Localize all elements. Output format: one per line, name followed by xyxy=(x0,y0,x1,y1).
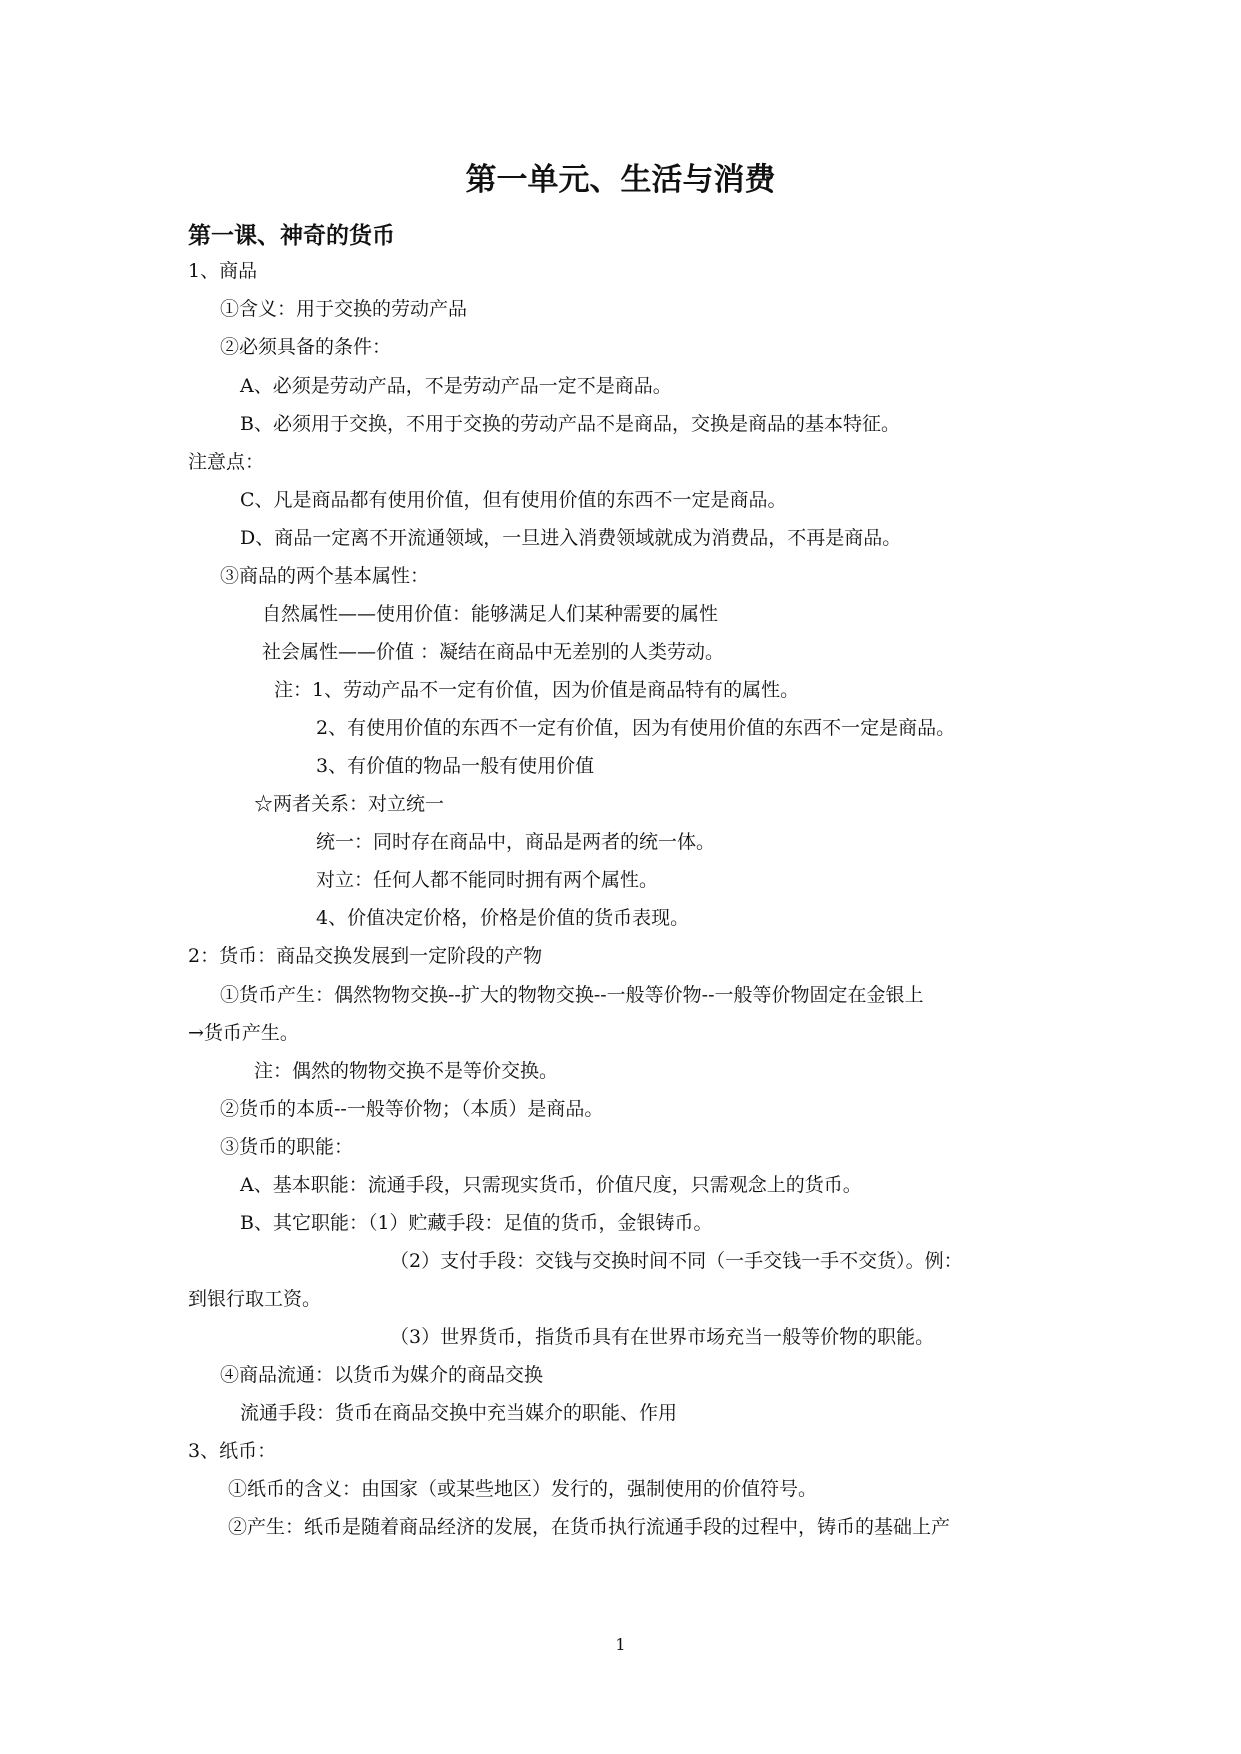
text-line: C、凡是商品都有使用价值，但有使用价值的东西不一定是商品。 xyxy=(240,489,787,511)
text-line: A、基本职能：流通手段，只需现实货币，价值尺度，只需观念上的货币。 xyxy=(240,1174,862,1196)
text-line: 3、纸币： xyxy=(188,1440,277,1462)
text-line: ☆两者关系：对立统一 xyxy=(254,793,445,815)
text-line: 流通手段：货币在商品交换中充当媒介的职能、作用 xyxy=(240,1402,678,1424)
text-line: ③货币的职能： xyxy=(220,1136,354,1158)
text-line: 对立：任何人都不能同时拥有两个属性。 xyxy=(316,869,659,891)
text-line: 自然属性——使用价值：能够满足人们某种需要的属性 xyxy=(262,603,719,625)
text-line: ②必须具备的条件： xyxy=(220,336,392,358)
text-line: ②产生：纸币是随着商品经济的发展，在货币执行流通手段的过程中，铸币的基础上产 xyxy=(228,1516,951,1538)
text-line: ④商品流通：以货币为媒介的商品交换 xyxy=(220,1364,544,1386)
text-line: 1、商品 xyxy=(188,260,258,282)
text-line: ①纸币的含义：由国家（或某些地区）发行的，强制使用的价值符号。 xyxy=(228,1478,818,1500)
page-number: 1 xyxy=(615,1635,626,1654)
text-line: ②货币的本质--一般等价物；（本质）是商品。 xyxy=(220,1098,604,1120)
text-line: B、其它职能：（1）贮藏手段：足值的货币，金银铸币。 xyxy=(240,1212,713,1234)
text-line: 统一：同时存在商品中，商品是两者的统一体。 xyxy=(316,831,716,853)
text-line: 注：1、劳动产品不一定有价值，因为价值是商品特有的属性。 xyxy=(274,679,800,701)
text-line: 社会属性——价值 ：凝结在商品中无差别的人类劳动。 xyxy=(262,641,725,663)
text-line: 到银行取工资。 xyxy=(188,1288,322,1310)
text-line: 3、有价值的物品一般有使用价值 xyxy=(316,755,595,777)
page-title: 第一单元、生活与消费 xyxy=(465,162,776,198)
text-line: 2：货币：商品交换发展到一定阶段的产物 xyxy=(188,945,543,967)
text-line: B、必须用于交换，不用于交换的劳动产品不是商品，交换是商品的基本特征。 xyxy=(240,413,900,435)
text-line: 注意点： xyxy=(188,451,265,473)
text-line: ③商品的两个基本属性： xyxy=(220,565,430,587)
text-line: A、必须是劳动产品，不是劳动产品一定不是商品。 xyxy=(240,375,672,397)
text-line: ①含义：用于交换的劳动产品 xyxy=(220,298,468,320)
text-line: →货币产生。 xyxy=(188,1022,299,1044)
text-line: （2）支付手段：交钱与交换时间不同（一手交钱一手不交货）。例： xyxy=(390,1250,963,1272)
text-line: （3）世界货币，指货币具有在世界市场充当一般等价物的职能。 xyxy=(390,1326,935,1348)
text-line: 注：偶然的物物交换不是等价交换。 xyxy=(254,1060,559,1082)
lesson-heading: 第一课、神奇的货币 xyxy=(188,223,395,249)
text-line: 2、有使用价值的东西不一定有价值，因为有使用价值的东西不一定是商品。 xyxy=(316,717,956,739)
text-line: ①货币产生：偶然物物交换--扩大的物物交换--一般等价物--一般等价物固定在金银上 xyxy=(220,984,924,1006)
text-line: D、商品一定离不开流通领域，一旦进入消费领域就成为消费品，不再是商品。 xyxy=(240,527,902,549)
text-line: 4、价值决定价格，价格是价值的货币表现。 xyxy=(316,907,690,929)
